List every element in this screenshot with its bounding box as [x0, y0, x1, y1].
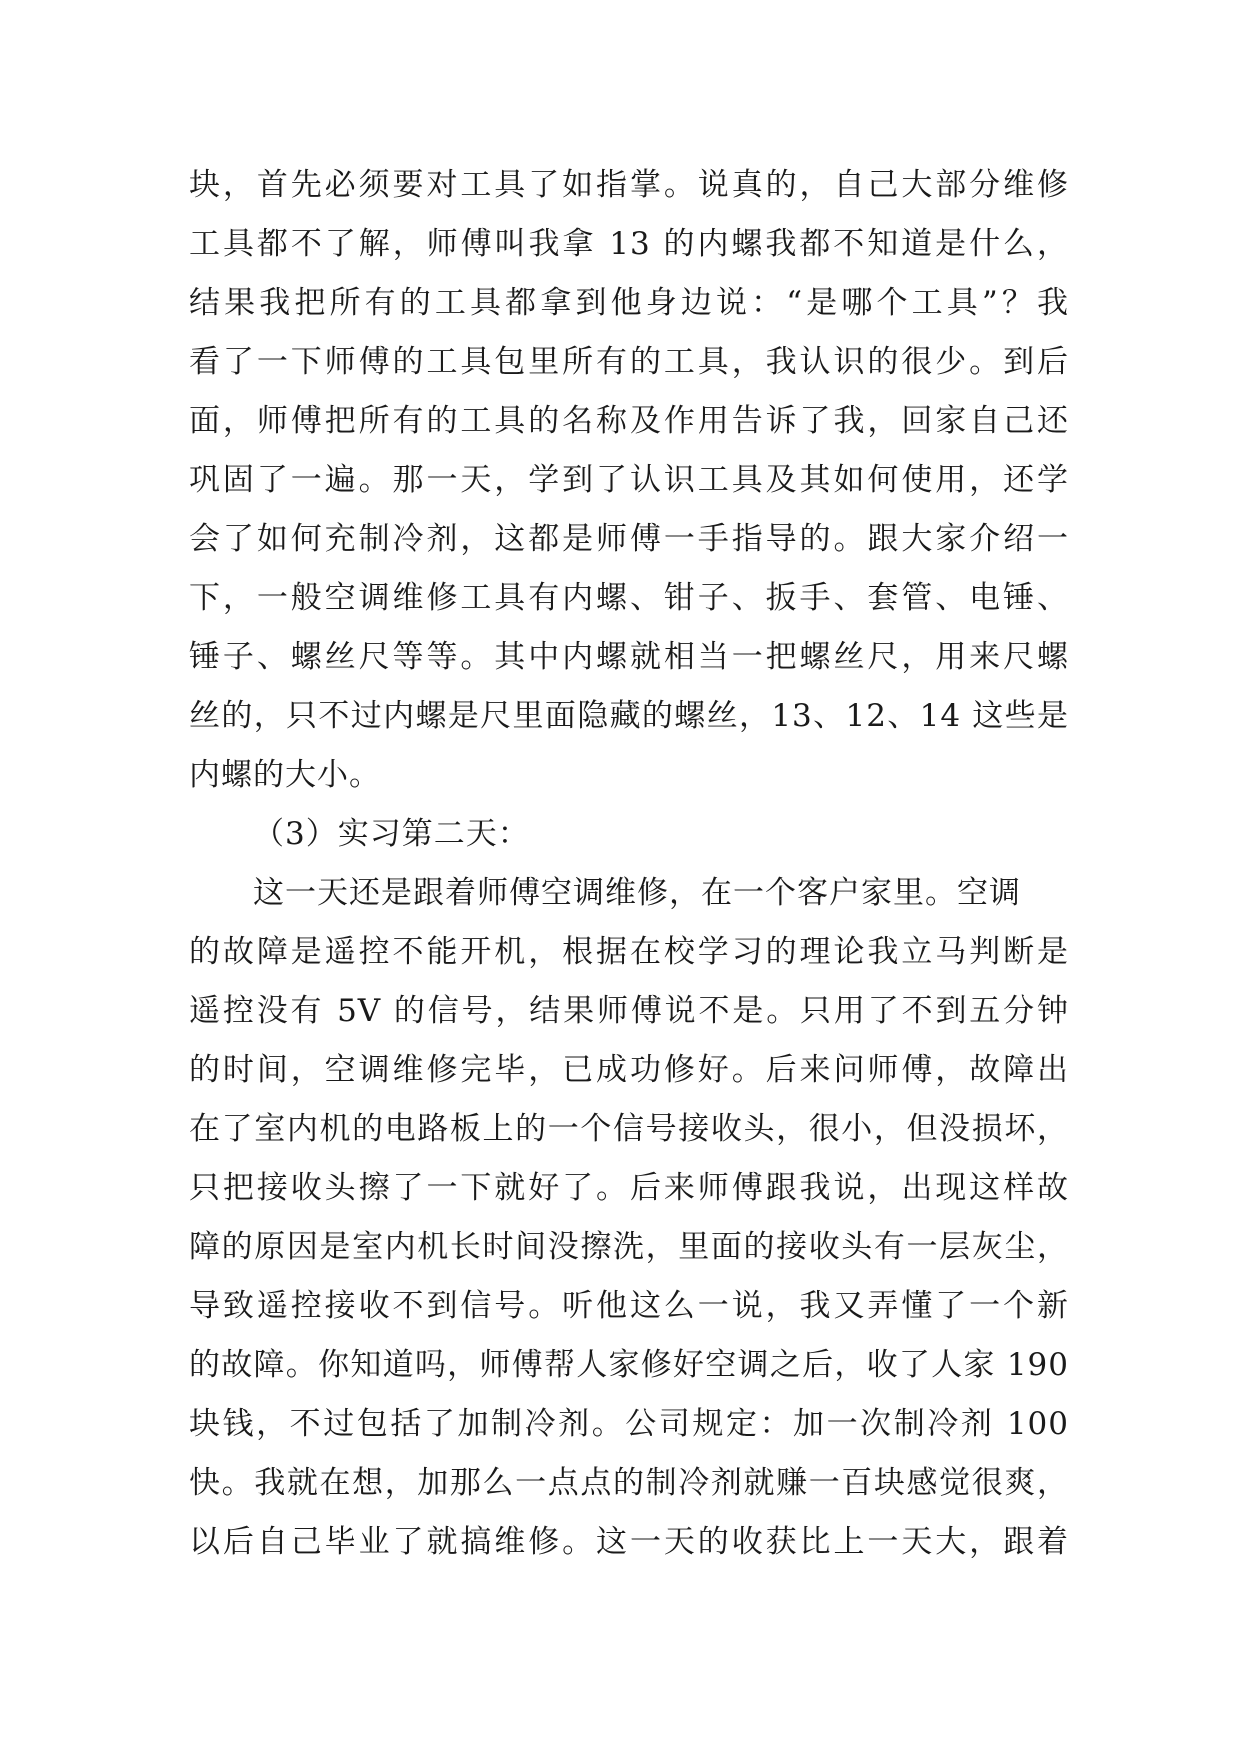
text-line: 面，师傅把所有的工具的名称及作用告诉了我，回家自己还: [189, 403, 1069, 439]
text-line: 在了室内机的电路板上的一个信号接收头，很小，但没损坏，: [189, 1111, 1069, 1147]
text-line: 只把接收头擦了一下就好了。后来师傅跟我说，出现这样故: [189, 1170, 1069, 1206]
text-line: 以后自己毕业了就搞维修。这一天的收获比上一天大，跟着: [189, 1524, 1069, 1560]
text-line: 遥控没有 5V 的信号，结果师傅说不是。只用了不到五分钟: [189, 993, 1069, 1029]
text-line: 看了一下师傅的工具包里所有的工具，我认识的很少。到后: [189, 344, 1069, 380]
text-line: 巩固了一遍。那一天，学到了认识工具及其如何使用，还学: [189, 462, 1069, 498]
text-line: 的故障是遥控不能开机，根据在校学习的理论我立马判断是: [189, 934, 1069, 970]
text-line: 结果我把所有的工具都拿到他身边说：“是哪个工具”？我: [189, 285, 1069, 321]
text-line: 导致遥控接收不到信号。听他这么一说，我又弄懂了一个新: [189, 1288, 1069, 1324]
text-line: 快。我就在想，加那么一点点的制冷剂就赚一百块感觉很爽，: [189, 1465, 1069, 1501]
body-text: [189, 156, 1069, 1572]
text-line: 会了如何充制冷剂，这都是师傅一手指导的。跟大家介绍一: [189, 521, 1069, 557]
text-line: 丝的，只不过内螺是尺里面隐藏的螺丝，13、12、14 这些是: [189, 698, 1069, 734]
text-line: 块，首先必须要对工具了如指掌。说真的，自己大部分维修: [189, 167, 1069, 203]
text-line: 的时间，空调维修完毕，已成功修好。后来问师傅，故障出: [189, 1052, 1069, 1088]
text-line: 锤子、螺丝尺等等。其中内螺就相当一把螺丝尺，用来尺螺: [189, 639, 1069, 675]
text-line: 的故障。你知道吗，师傅帮人家修好空调之后，收了人家 190: [189, 1347, 1069, 1383]
text-line: 工具都不了解，师傅叫我拿 13 的内螺我都不知道是什么，: [189, 226, 1069, 262]
section-heading: （3）实习第二天：: [253, 816, 530, 852]
paragraph-first-line: 这一天还是跟着师傅空调维修，在一个客户家里。空调: [253, 875, 1021, 911]
text-line: 下，一般空调维修工具有内螺、钳子、扳手、套管、电锤、: [189, 580, 1069, 616]
text-line: 内螺的大小。: [189, 757, 381, 793]
text-line: 块钱，不过包括了加制冷剂。公司规定：加一次制冷剂 100: [189, 1406, 1069, 1442]
text-line: 障的原因是室内机长时间没擦洗，里面的接收头有一层灰尘，: [189, 1229, 1069, 1265]
